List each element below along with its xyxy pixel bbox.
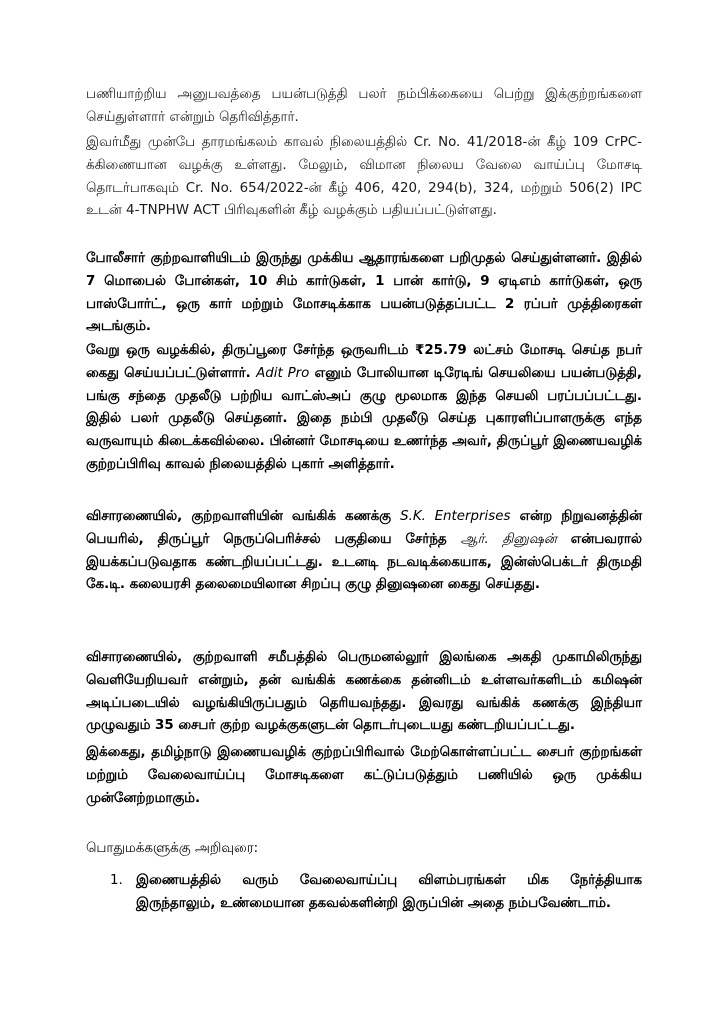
list-text: இணையத்தில் வரும் வேலைவாய்ப்பு விளம்பரங்கள் மிக நேர்த்தியாக இருந்தாலும், உண்மையான தகவல்களின்றி இருப்பின் அதை நம்பவேண்டாம்.: [136, 873, 642, 911]
accused-name: ஆர். தினுஷன்: [460, 531, 557, 547]
text-segment: வேறு ஒரு வழக்கில், திருப்பூரை சேர்ந்த ஒருவரிடம் ₹25.79 லட்சம் மோசடி செய்த நபர் கைது செய்யப்பட்டுள்ளார்.: [86, 343, 642, 381]
advisory-heading: பொதுமக்களுக்கு அறிவுரை:: [86, 841, 259, 856]
paragraph-accused-background: விசாரணையில், குற்றவாளி சமீபத்தில் பெருமனல்லூர் இலங்கை அகதி முகாமிலிருந்து வெளியேறியவர் என்றும், தன் வங்கிக் கணக்கை தன்னிடம் உள்ளவர்களிடம் கமிஷன் அடிப்படையில் வழங்கியிருப்பதும் தெரியவந்தது. இவரது வங்கிக் கணக்கு இந்தியா முழுவதும் 35 சைபர் குற்ற வழக்குகளுடன் தொடர்புடையது கண்டறியப்பட்டது.: [86, 650, 642, 734]
advisory-list: [110, 870, 642, 916]
paragraph-seized-items: போலீசார் குற்றவாளியிடம் இருந்து முக்கிய ஆதாரங்களை பறிமுதல் செய்துள்ளனர். இதில் 7 மொபைல் போன்கள், 10 சிம் கார்டுகள், 1 பான் கார்டு, 9 ஏடிஎம் கார்டுகள், ஒரு பாஸ்போர்ட், ஒரு கார் மற்றும் மோசடிக்காக பயன்படுத்தப்பட்ட 2 ரப்பர் முத்திரைகள் அடங்கும்.: [86, 251, 642, 335]
company-name: S.K. Enterprises: [400, 509, 511, 524]
paragraph-case-history: இவர்மீது முன்பே தாரமங்கலம் காவல் நிலையத்தில் Cr. No. 41/2018-ன் கீழ் 109 CrPC-க்கிணையான வழக்கு உள்ளது. மேலும், விமான நிலைய வேலை வாய்ப்பு மோசடி தொடர்பாகவும் Cr. No. 654/2022-ன் கீழ் 406, 420, 294(b), 324, மற்றும் 506(2) IPC உடன் 4-TNPHW ACT பிரிவுகளின் கீழ் வழக்கும் பதியப்பட்டுள்ளது.: [86, 135, 642, 219]
paragraph-tiruppur-case: [86, 340, 642, 477]
paragraph-conclusion: இக்கைது, தமிழ்நாடு இணையவழிக் குற்றப்பிரிவால் மேற்கொள்ளப்பட்ட சைபர் குற்றங்கள் மற்றும் வேலைவாய்ப்பு மோசடிகளை கட்டுப்படுத்தும் பணியில் ஒரு முக்கிய முன்னேற்றமாகும்.: [86, 745, 642, 806]
paragraph-1: பணியாற்றிய அனுபவத்தை பயன்படுத்தி பலர் நம்பிக்கையை பெற்று இக்குற்றங்களை செய்துள்ளார் என்றும் தெரிவித்தார்.: [86, 87, 642, 125]
text-segment: எனும் போலியான டிரேடிங் செயலியை பயன்படுத்தி, பங்கு சந்தை முதலீடு பற்றிய வாட்ஸ்அப் குழு மூலமாக இந்த செயலி பரப்பப்பட்டது. இதில் பலர் முதலீடு செய்தனர். இதை நம்பி முதலீடு செய்த புகாரளிப்பாளருக்கு எந்த வருவாயும் கிடைக்கவில்லை. பின்னர் மோசடியை உணர்ந்த அவர், திருப்பூர் இணையவழிக் குற்றப்பிரிவு காவல் நிலையத்தில் புகார் அளித்தார்.: [86, 365, 642, 472]
list-item: [110, 870, 642, 916]
text-segment: என்பவரால் இயக்கப்படுவதாக கண்டறியப்பட்டது. உடனடி நடவடிக்கையாக, இன்ஸ்பெக்டர் திருமதி கே.டி. கலையரசி தலைமையிலான சிறப்பு குழு தினுஷனை கைது செய்தது.: [86, 531, 643, 593]
list-number: 1.: [110, 873, 123, 888]
text-segment: விசாரணையில், குற்றவாளியின் வங்கிக் கணக்கு: [86, 509, 401, 524]
text-segment: என்ற நிறுவனத்தின் பெயரில், திருப்பூர் நெருப்பெரிச்சல் பகுதியை சேர்ந்த: [86, 509, 642, 547]
app-name: Adit Pro: [256, 365, 310, 381]
paragraph-investigation: [86, 506, 642, 597]
